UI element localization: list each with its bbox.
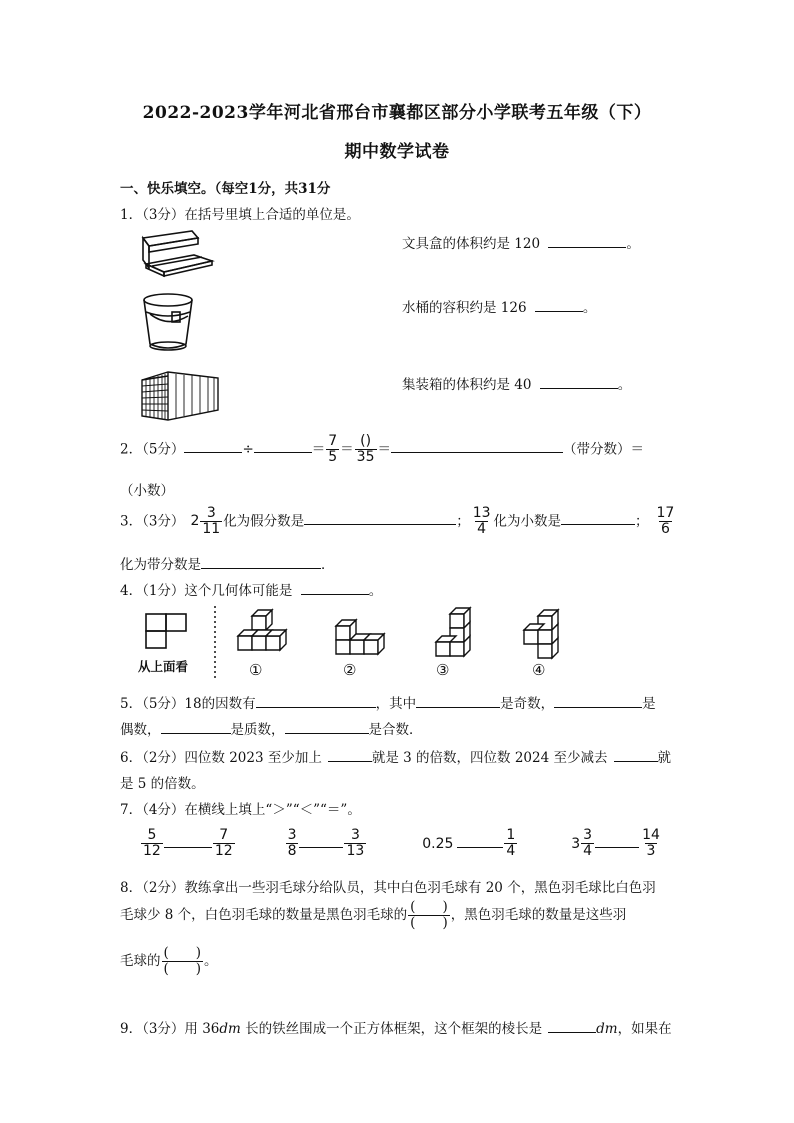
q4-line xyxy=(120,579,382,599)
exam-title-line1: 2022-2023学年河北省邢台市襄都区部分小学联考五年级（下） xyxy=(142,103,652,123)
q2-mixed-label: （带分数）＝ xyxy=(563,441,644,458)
q6-blank-add[interactable] xyxy=(328,747,372,762)
q5-text-g: 是合数． xyxy=(368,722,423,738)
q9-text-a: 9．（3分）用 36 xyxy=(120,1021,220,1037)
q5-text-a: 5．（5分）18的因数有 xyxy=(120,696,256,712)
q8-frac1[interactable] xyxy=(408,900,450,931)
q5-blank-odd[interactable] xyxy=(416,693,500,708)
q4-head: 4．（1分）这个几何体可能是 xyxy=(120,583,293,599)
q7-p2-right-num: 3 xyxy=(350,827,360,843)
q1-blank-a[interactable] xyxy=(548,233,626,248)
section-heading: 一、快乐填空。（每空1分，共31分 xyxy=(120,181,331,197)
q3-dot: ． xyxy=(321,557,335,573)
q2-line xyxy=(120,434,644,466)
q8-line2 xyxy=(120,900,626,931)
q3-blank1[interactable] xyxy=(304,510,456,525)
q3-frac2-num: 13 xyxy=(472,505,491,521)
q2-blank-dividend[interactable] xyxy=(184,438,242,453)
q8-line3 xyxy=(120,946,218,977)
q4-blank[interactable] xyxy=(301,580,369,595)
q7-p4-right-den: 3 xyxy=(646,843,656,860)
q8-frac2[interactable] xyxy=(162,946,204,977)
q6-text-a: 6．（2分）四位数 2023 至少加上 xyxy=(120,750,322,766)
q5-blank-factors[interactable] xyxy=(256,693,376,708)
q2-frac1 xyxy=(326,434,339,466)
q8-line1: 8．（2分）教练拿出一些羽毛球分给队员，其中白色羽毛球有 20 个，黑色羽毛球比白色羽 xyxy=(120,880,656,896)
q7-p4-left-den: 4 xyxy=(583,843,593,860)
q7-p1-right xyxy=(213,828,235,860)
shipping-container-icon xyxy=(138,368,223,423)
q3-frac1-den: 11 xyxy=(202,521,221,538)
q7-p2-left xyxy=(286,828,299,860)
q6-text-b: 就是 3 的倍数，四位数 2024 至少减去 xyxy=(371,750,608,766)
q6-blank-sub[interactable] xyxy=(614,747,658,762)
q7-head: 7．（4分）在横线上填上“＞”“＜”“＝”。 xyxy=(120,802,361,818)
q7-p1-blank[interactable] xyxy=(164,833,212,848)
q7-p4-blank[interactable] xyxy=(595,833,639,848)
q7-p2-left-den: 8 xyxy=(287,843,297,860)
q5-line2 xyxy=(120,718,423,738)
q1-blank-c[interactable] xyxy=(540,374,618,389)
q5-blank-even[interactable] xyxy=(554,693,642,708)
option-2-label[interactable]: ② xyxy=(343,661,357,679)
q7-p1-left-num: 5 xyxy=(147,827,157,843)
q5-line1 xyxy=(120,692,656,712)
q2-eq1: ＝ xyxy=(311,441,326,458)
q2-head: 2．（5分） xyxy=(120,441,185,458)
q6-line1 xyxy=(120,746,671,766)
q1-item-a xyxy=(402,232,640,252)
exam-title-line2: 期中数学试卷 xyxy=(344,142,450,162)
top-view-grid-icon xyxy=(144,612,190,652)
q7-p3-blank[interactable] xyxy=(457,833,503,848)
q7-p4-whole: 3 xyxy=(571,835,581,852)
dotted-divider xyxy=(212,606,218,681)
q1-item-c xyxy=(402,373,631,393)
q3-frac3-den: 6 xyxy=(660,521,670,538)
q5-text-c: 是奇数， xyxy=(500,696,555,712)
q7-p1-right-num: 7 xyxy=(219,827,229,843)
q5-text-d: 是 xyxy=(642,696,656,712)
q7-p2-right-den: 13 xyxy=(346,843,365,860)
option-3-label[interactable]: ③ xyxy=(436,661,450,679)
q3-whole: 2 xyxy=(190,513,200,530)
q9-line xyxy=(120,1017,672,1037)
q3-frac1 xyxy=(200,506,222,538)
q9-text-b: 长的铁丝围成一个正方体框架，这个框架的棱长是 xyxy=(240,1021,543,1037)
cube-figure-1 xyxy=(232,608,290,658)
q3-blank3[interactable] xyxy=(201,554,321,569)
q8-frac1-num: ( ) xyxy=(410,899,448,915)
q2-blank-mixed[interactable] xyxy=(391,438,563,453)
option-4-label[interactable]: ④ xyxy=(532,661,546,679)
q7-p1-right-den: 12 xyxy=(214,843,233,860)
q1-end-c: 。 xyxy=(617,377,632,393)
q7-p3-right xyxy=(504,828,517,860)
q4-end: 。 xyxy=(368,583,383,599)
q2-eq3: ＝ xyxy=(377,441,391,458)
q8-frac1-den: ( ) xyxy=(410,914,448,931)
q2-frac2-num[interactable]: () xyxy=(360,433,372,449)
q7-p3-right-den: 4 xyxy=(506,843,516,860)
q7-p1-left xyxy=(141,828,163,860)
q1-item-b-text: 水桶的容积约是 126 xyxy=(402,300,527,316)
q3-sep1: ； xyxy=(456,513,470,530)
cube-figure-4 xyxy=(518,608,570,662)
q9-unit2: dm xyxy=(596,1021,618,1037)
q6-text-c: 就 xyxy=(657,750,671,766)
q7-p2-blank[interactable] xyxy=(299,833,343,848)
q2-blank-divisor[interactable] xyxy=(254,438,312,453)
q3-text3: 化为带分数是 xyxy=(120,557,201,573)
q7-p2-left-num: 3 xyxy=(287,827,297,843)
q1-blank-b[interactable] xyxy=(535,297,583,312)
q8-frac2-num: ( ) xyxy=(163,945,202,961)
q2-frac1-num: 7 xyxy=(328,433,338,449)
q5-text-e: 偶数， xyxy=(120,722,161,738)
q3-line2 xyxy=(120,553,335,573)
q5-text-f: 是质数， xyxy=(230,722,285,738)
q1-end-a: 。 xyxy=(626,236,640,252)
q7-p4-left xyxy=(581,828,594,860)
q2-frac1-den: 5 xyxy=(328,449,338,466)
q9-unit1: dm xyxy=(219,1021,241,1037)
q7-p4-right-num: 14 xyxy=(642,827,660,843)
q9-text-c: ，如果在 xyxy=(617,1021,672,1037)
bucket-icon xyxy=(140,292,200,354)
q5-text-b: ，其中 xyxy=(375,696,417,712)
q8-frac2-den: ( ) xyxy=(163,960,202,977)
q7-p3-right-num: 1 xyxy=(506,827,516,843)
q7-p2-right xyxy=(344,828,366,860)
q9-blank-edge[interactable] xyxy=(548,1018,596,1033)
q8-text-c: 毛球的 xyxy=(120,952,161,969)
q3-frac2 xyxy=(471,506,493,538)
q1-head: 1．（3分）在括号里填上合适的单位是。 xyxy=(120,207,360,223)
q3-frac3-num: 17 xyxy=(656,505,675,521)
q3-sep2: ； xyxy=(635,513,649,530)
q3-text1: 化为假分数是 xyxy=(223,513,305,530)
q8-text-a: 毛球少 8 个，白色羽毛球的数量是黑色羽毛球的 xyxy=(120,906,408,923)
q3-blank2[interactable] xyxy=(561,510,635,525)
q2-div-sign: ÷ xyxy=(242,441,254,458)
q2-eq2: ＝ xyxy=(340,441,354,458)
q2-frac2-den: 35 xyxy=(356,449,375,466)
q5-blank-composite[interactable] xyxy=(285,719,369,734)
q3-frac3 xyxy=(655,506,677,538)
cube-figure-2 xyxy=(330,616,386,662)
cube-figure-3 xyxy=(430,606,482,662)
q1-item-a-text: 文具盒的体积约是 120 xyxy=(402,236,541,252)
q3-head: 3．（3分） xyxy=(120,513,185,530)
q1-item-c-text: 集装箱的体积约是 40 xyxy=(402,377,532,393)
q8-end: 。 xyxy=(204,952,218,969)
q3-line xyxy=(120,506,677,538)
q7-p1-left-den: 12 xyxy=(143,843,161,860)
q8-text-b: ，黑色羽毛球的数量是这些羽 xyxy=(450,906,627,923)
q7-row xyxy=(140,828,663,860)
q7-p3-left: 0.25 xyxy=(422,835,454,852)
q7-p4-left-num: 3 xyxy=(583,827,593,843)
q3-frac2-den: 4 xyxy=(477,521,487,538)
q2-decimal-label: （小数） xyxy=(120,483,174,499)
top-view-label: 从上面看 xyxy=(138,659,189,674)
q5-blank-prime[interactable] xyxy=(161,719,231,734)
q3-text2: 化为小数是 xyxy=(493,513,562,530)
q6-line2: 是 5 的倍数。 xyxy=(120,776,205,792)
q3-frac1-num: 3 xyxy=(206,505,216,521)
q7-p4-right xyxy=(640,828,662,860)
q2-frac2 xyxy=(355,434,377,466)
q1-item-b xyxy=(402,296,596,316)
pencil-box-icon xyxy=(140,228,215,278)
option-1-label[interactable]: ① xyxy=(249,661,263,679)
q1-end-b: 。 xyxy=(582,300,597,316)
